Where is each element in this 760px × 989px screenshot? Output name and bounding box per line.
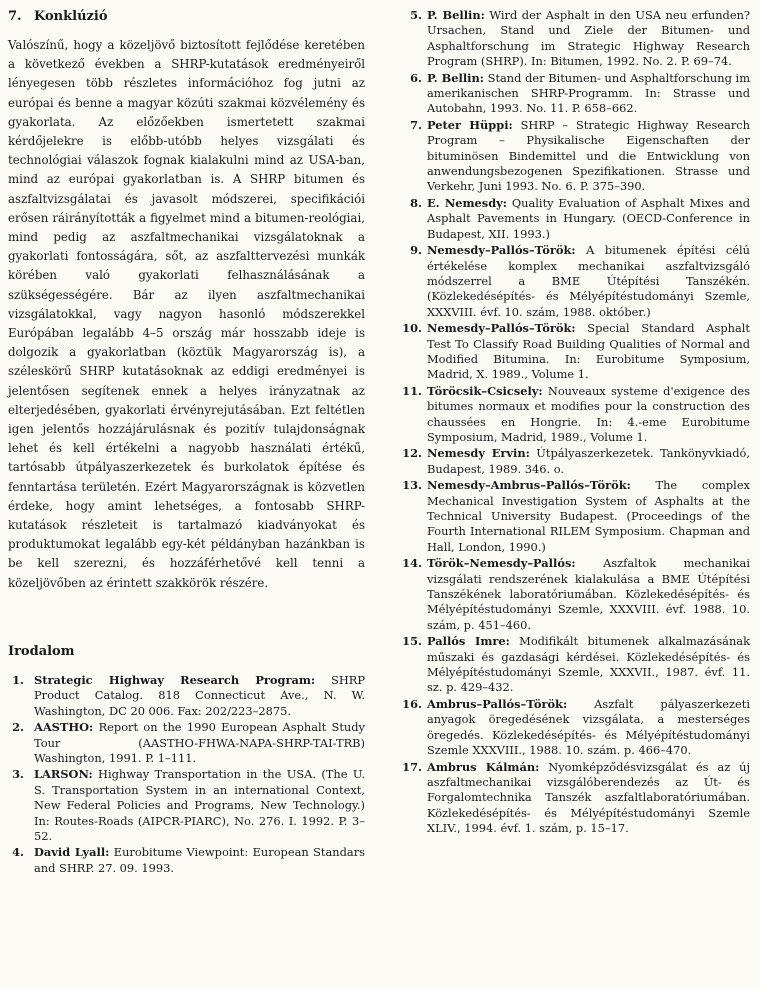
reference-number: 16. xyxy=(402,696,422,711)
reference-author: Nemesdy–Ambrus–Pallós–Török: xyxy=(427,478,631,493)
reference-text: Aszfalt pályaszerkezeti anyagok öregedésének vizsgálata, a mesterséges öregedés. Közlekedésépítés- és Mélyépítéstudományi Szemle XXXVIII., 1988. 10. szám. p. 466–470. xyxy=(427,696,750,758)
reference-text: Stand der Bitumen- und Asphaltforschung im amerikanischen SHRP-Programm. In: Strasse und Autobahn, 1993. No. 11. P. 658–662. xyxy=(427,70,750,116)
reference-text: Nouveaux systeme d'exigence des bitumes normaux et modifies pour la construction des chaussées en Hongrie. In: 4.-eme Eurobitume Symposium, Madrid, 1989., Volume 1. xyxy=(427,383,750,444)
reference-item xyxy=(398,556,750,633)
reference-number: 5. xyxy=(410,8,422,22)
reference-text: Aszfaltok mechanikai vizsgálati rendszerének kialakulása a BME Útépítési Tanszékének laboratóriumában. Közlekedésépítés- és Mélyépítéstudományi Szemle, XXXVIII. évf. 1988. 10. szám, p. 451–460. xyxy=(427,556,750,632)
reference-author: David Lyall: xyxy=(34,845,110,860)
right-column xyxy=(398,8,750,838)
reference-author: Pallós Imre: xyxy=(427,634,510,649)
reference-number: 13. xyxy=(402,478,422,493)
section-title: Konklúzió xyxy=(34,9,108,24)
reference-item xyxy=(398,8,750,70)
reference-text: The complex Mechanical Investigation System of Asphalts at the Technical University Budapest. (Proceedings of the Fourth International RILEM Symposium. Chapman and Hall, London, 1990.) xyxy=(427,478,750,554)
conclusion-paragraph: Valószínű, hogy a közeljövő biztosított fejlődése keretében a következő években a SHRP-kutatások eredményeiről lényegesen több részletes információhoz fog jutni az európai és benne a magyar közúti szakmai közvélemény és gyakorlata. Az előzőekben ismertetett szakmai kérdőjelekre is előbb-utóbb helyes vizsgálati és technológiai válaszok fognak kialakulni mind az USA-ban, mind az európai gyakorlatban is. A SHRP bitumen és aszfaltvizsgálatai és javasolt módszerei, specifikációi erősen ráirányították a figyelmet mind a bitumen-reológiai, mind pedig az aszfaltmechanikai vizsgálatoknak a gyakorlati fontosságára, sőt, az aszfalttervezési munkák körében való gyakorlati felhasználásának a szükségességére. Bár az ilyen aszfaltmechanikai vizsgálatokkal, vagy nagyon hasonló módszerekkel Európában legalább 4–5 ország már hosszabb ideje is dolgozik a gyakorlatban (köztük Magyarország is), a széleskörű SHRP kutatásoknak az eddigi eredményei is jelentősen segítenek ennek a helyes irányzatnak az elterjedésében, gyakorlati érvényrejutásában. Ezt feltétlen igen jelentős hozzájárulásnak és pozitív tulajdonságnak lehet és kell értékelni a nagyobb használati értékű, tartósabb útpályaszerkezetek és burkolatok építése és fenntartása területén. Ezért Magyarországnak is közvetlen érdeke, hogy amint lehetséges, a fontosabb SHRP-kutatások részleteit is tartalmazó kiadványokat és produktumokat legalább egy-két példányban hazánkban is be kell szerezni, és hozzáférhetővé kell tenni a közeljövőben az érintett szakkörök részére. xyxy=(8,38,365,590)
reference-text: Highway Transportation in the USA. (The U. S. Transportation System in an international Context, New Federal Policies and Programs, New Technology.) In: Routes-Roads (AIPCR-PIARC), No. 276. I. 1992. P. 3–52. xyxy=(34,767,365,843)
reference-number: 1. xyxy=(12,672,24,687)
reference-author: P. Bellin: xyxy=(427,70,484,85)
reference-author: Nemesdy–Pallós–Török: xyxy=(427,243,576,258)
reference-number: 3. xyxy=(12,767,24,782)
reference-item xyxy=(8,720,365,766)
reference-number: 15. xyxy=(402,634,422,649)
reference-item xyxy=(398,478,750,555)
reference-author: Ambrus Kálmán: xyxy=(427,759,540,774)
reference-number: 9. xyxy=(410,243,422,258)
reference-item xyxy=(8,845,365,876)
reference-list-right xyxy=(398,8,750,837)
reference-author: Strategic Highway Research Program: xyxy=(34,672,316,687)
reference-text: Modifikált bitumenek alkalmazásának műszaki és gazdasági kérdései. Közlekedésépítés- és Mélyépítéstudományi Szemle, XXXVII., 1987. évf. 11. sz. p. 429–432. xyxy=(427,634,750,695)
reference-item xyxy=(398,634,750,696)
reference-number: 8. xyxy=(410,195,422,210)
reference-text: Quality Evaluation of Asphalt Mixes and Asphalt Pavements in Hungary. (OECD-Conference in Budapest, XII. 1993.) xyxy=(427,195,750,241)
reference-number: 7. xyxy=(410,117,422,132)
left-column xyxy=(8,8,365,877)
reference-text: Útpályaszerkezetek. Tankönyvkiadó, Budapest, 1989. 346. o. xyxy=(427,446,750,476)
reference-number: 2. xyxy=(12,720,24,735)
reference-author: LARSON: xyxy=(34,767,93,782)
reference-text: Eurobitume Viewpoint: European Standars and SHRP. 27. 09. 1993. xyxy=(34,845,365,875)
reference-text: SHRP Product Catalog. 818 Connecticut Ave., N. W. Washington, DC 20 006. Fax: 202/223–2875. xyxy=(34,672,365,718)
reference-author: Nemesdy–Pallós–Török: xyxy=(427,321,576,336)
reference-item xyxy=(398,760,750,837)
reference-item xyxy=(398,321,750,383)
section-heading xyxy=(8,8,365,26)
reference-author: Peter Hüppi: xyxy=(427,117,513,132)
reference-number: 4. xyxy=(12,845,24,860)
reference-number: 10. xyxy=(402,321,422,336)
reference-text: Report on the 1990 European Asphalt Study Tour (AASTHO-FHWA-NAPA-SHRP-TAI-TRB) Washington, 1991. P. 1–111. xyxy=(34,720,365,765)
reference-author: E. Nemesdy: xyxy=(427,195,507,210)
reference-number: 12. xyxy=(402,446,422,461)
reference-text: A bitumenek építési célú értékelése komplex mechanikai aszfaltvizsgáló módszerrel a BME Útépítési Tanszékén. (Közlekedésépítés- és Mélyépítéstudományi Szemle, XXXVIII. évf. 10. szám, 1988. október.) xyxy=(427,243,750,319)
reference-item xyxy=(398,243,750,320)
reference-author: Török–Nemesdy–Pallós: xyxy=(427,556,576,571)
reference-text: Wird der Asphalt in den USA neu erfunden? Ursachen, Stand und Ziele der Bitumen- und Asphaltforschung im Strategic Highway Research Program (SHRP). In: Bitumen, 1992. No. 2. P. 69–74. xyxy=(427,8,751,69)
reference-item xyxy=(398,384,750,446)
reference-number: 17. xyxy=(402,759,422,774)
reference-author: Ambrus–Pallós–Török: xyxy=(427,696,568,711)
section-number: 7. xyxy=(8,9,22,24)
reference-author: P. Bellin: xyxy=(427,8,485,22)
reference-list-left xyxy=(8,673,365,876)
reference-number: 6. xyxy=(410,70,422,85)
reference-item xyxy=(398,446,750,477)
reference-number: 14. xyxy=(402,556,422,571)
reference-author: Nemesdy Ervin: xyxy=(427,446,530,461)
reference-item xyxy=(398,196,750,242)
reference-item xyxy=(8,767,365,844)
reference-author: AASTHO: xyxy=(34,720,94,735)
reference-text: Special Standard Asphalt Test To Classify Road Building Qualities of Normal and Modified Bitumina. In: Eurobitume Symposium, Madrid, X. 1989., Volume 1. xyxy=(427,321,750,382)
reference-author: Töröcsik–Csicsely: xyxy=(427,383,543,398)
references-heading: Irodalom xyxy=(8,643,75,659)
reference-item xyxy=(398,118,750,195)
reference-item xyxy=(398,697,750,759)
reference-text: SHRP – Strategic Highway Research Program – Physikalische Eigenschaften der bituminösen Bindemittel und die Entwicklung von anwendungsbezogenen Spezifikationen. Strasse und Verkehr, Juni 1993. No. 6. P. 375–390. xyxy=(427,117,750,194)
reference-number: 11. xyxy=(402,383,422,398)
reference-item xyxy=(8,673,365,719)
reference-text: Nyomképződésvizsgálat és az új aszfaltmechanikai vizsgálóberendezés az Út- és Forgalomtechnika Tanszék aszfaltlaboratóriumában. Közlekedésépítés- és Mélyépítéstudományi Szemle XLIV., 1994. évf. 1. szám, p. 15–17. xyxy=(427,759,750,836)
reference-item xyxy=(398,71,750,117)
